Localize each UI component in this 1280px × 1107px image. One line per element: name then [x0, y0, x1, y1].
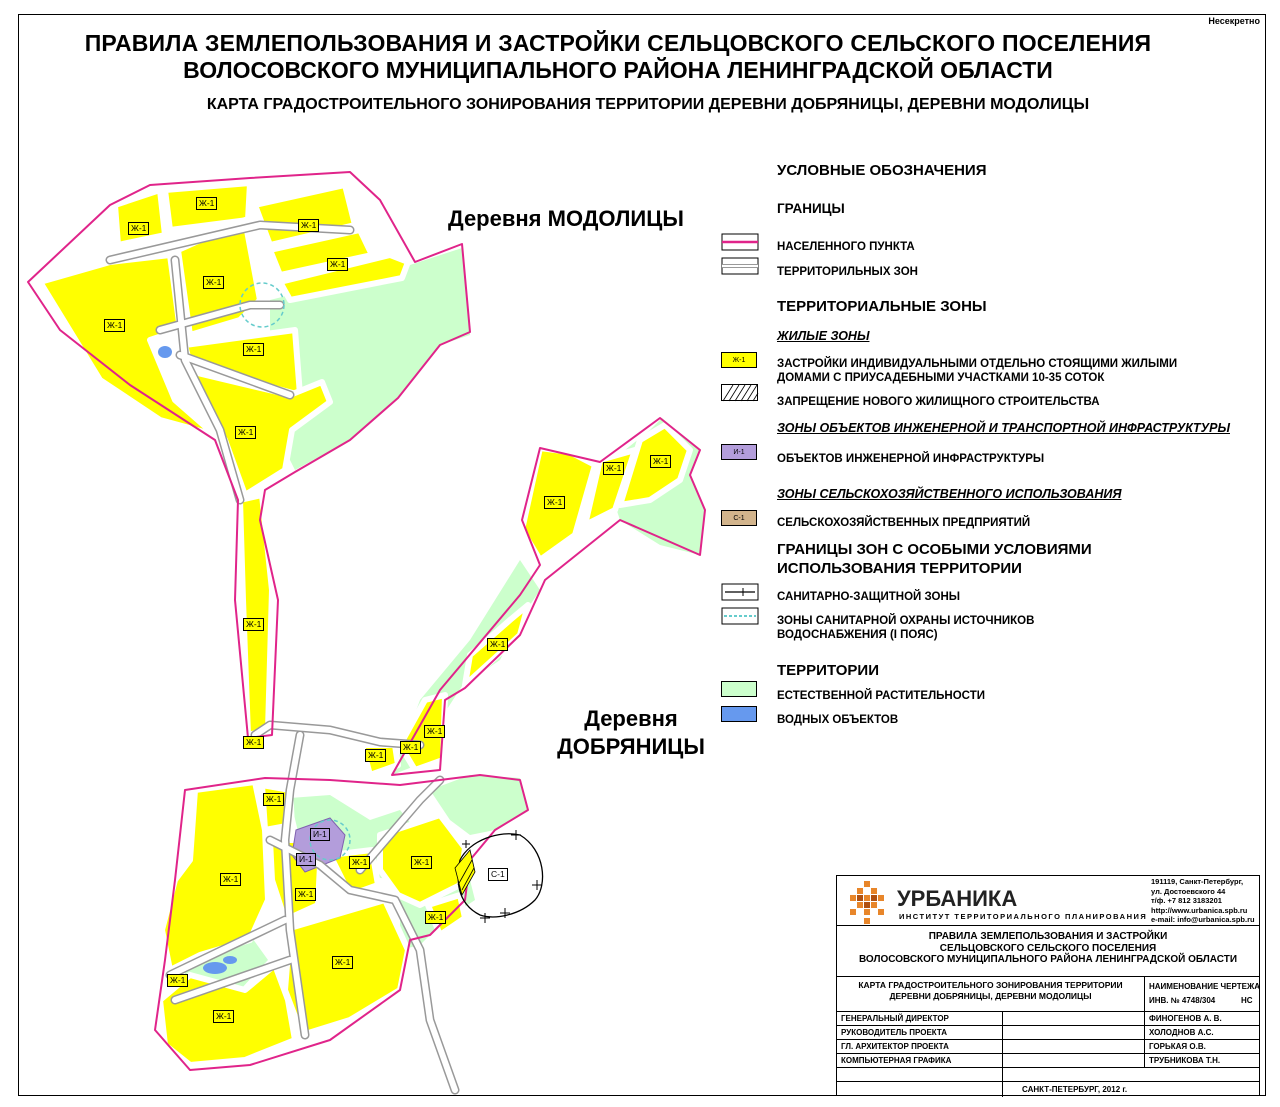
zone-label-zh1: Ж-1: [295, 888, 316, 901]
drawing-line: КАРТА ГРАДОСТРОИТЕЛЬНОГО ЗОНИРОВАНИЯ ТЕРРИТОРИИ: [858, 980, 1123, 990]
zone-label-zh1: Ж-1: [213, 1010, 234, 1023]
legend-water-swatch: [721, 706, 757, 722]
zone-label-zh1: Ж-1: [544, 496, 565, 509]
zone-label-zh1: Ж-1: [104, 319, 125, 332]
contact-line: e-mail: info@urbanica.spb.ru: [1151, 915, 1255, 924]
legend-infra-swatch: И-1: [721, 444, 757, 460]
legend-infra-title: ЗОНЫ ОБЪЕКТОВ ИНЖЕНЕРНОЙ И ТРАНСПОРТНОЙ ИНФРАСТРУКТУРЫ: [777, 421, 1230, 435]
zone-label-i1: И-1: [296, 853, 316, 866]
zone-label-zh1: Ж-1: [243, 343, 264, 356]
title-line-1: ПРАВИЛА ЗЕМЛЕПОЛЬЗОВАНИЯ И ЗАСТРОЙКИ СЕЛЬЦОВСКОГО СЕЛЬСКОГО ПОСЕЛЕНИЯ: [84, 30, 1152, 56]
zone-label-i1: И-1: [310, 828, 330, 841]
zone-label-zh1: Ж-1: [243, 736, 264, 749]
legend-borders-title: ГРАНИЦЫ: [777, 201, 845, 216]
legend-special-title-1: ГРАНИЦЫ ЗОН С ОСОБЫМИ УСЛОВИЯМИ: [777, 541, 1092, 558]
village-name-line: Деревня: [584, 706, 678, 731]
legend-water-text: ВОДНЫХ ОБЪЕКТОВ: [777, 714, 899, 726]
drawing-name: [837, 980, 1144, 1001]
legend-agro-swatch: С-1: [721, 510, 757, 526]
zone-label-zh1: Ж-1: [411, 856, 432, 869]
legend-agro-title: ЗОНЫ СЕЛЬСКОХОЗЯЙСТВЕННОГО ИСПОЛЬЗОВАНИЯ: [777, 487, 1122, 501]
legend-border-zones: ТЕРРИТОРИЛЬНЫХ ЗОН: [777, 266, 918, 278]
contact-line: 191119, Санкт-Петербург,: [1151, 877, 1244, 886]
map-subtitle: КАРТА ГРАДОСТРОИТЕЛЬНОГО ЗОНИРОВАНИЯ ТЕРРИТОРИИ ДЕРЕВНИ ДОБРЯНИЦЫ, ДЕРЕВНИ МОДОЛИЦЫ: [206, 96, 1090, 113]
role-label: РУКОВОДИТЕЛЬ ПРОЕКТА: [841, 1028, 948, 1037]
legend-infra-text: ОБЪЕКТОВ ИНЖЕНЕРНОЙ ИНФРАСТРУКТУРЫ: [777, 453, 1045, 465]
legend-border-swatches: [721, 233, 761, 277]
role-label: КОМПЬЮТЕРНАЯ ГРАФИКА: [841, 1056, 952, 1065]
legend-territories-title: ТЕРРИТОРИИ: [777, 662, 879, 679]
zone-label-zh1: Ж-1: [220, 873, 241, 886]
zone-label-s1: С-1: [488, 868, 508, 881]
role-label: ГЕНЕРАЛЬНЫЙ ДИРЕКТОР: [841, 1014, 949, 1023]
village-name-modolitsy: Деревня МОДОЛИЦЫ: [448, 206, 684, 231]
zone-label-zh1: Ж-1: [298, 219, 319, 232]
village-name-dobryanitsy: [546, 705, 716, 761]
zone-label-zh1: Ж-1: [167, 974, 188, 987]
zone-label-zh1: Ж-1: [349, 856, 370, 869]
zone-label-zh1: Ж-1: [425, 911, 446, 924]
legend-border-settlement: НАСЕЛЕННОГО ПУНКТА: [777, 241, 915, 253]
legend-zones-title: ТЕРРИТОРИАЛЬНЫЕ ЗОНЫ: [777, 298, 987, 315]
legend-ban-swatch: [721, 384, 759, 402]
zone-label-zh1: Ж-1: [365, 749, 386, 762]
zone-label-zh1: Ж-1: [400, 741, 421, 754]
zone-label-zh1: Ж-1: [487, 638, 508, 651]
legend-special-title-2: ИСПОЛЬЗОВАНИЯ ТЕРРИТОРИИ: [777, 560, 1022, 577]
legend-residential-text-2: ДОМАМИ С ПРИУСАДЕБНЫМИ УЧАСТКАМИ 10-35 СОТОК: [777, 372, 1105, 384]
zone-label-zh1: Ж-1: [263, 793, 284, 806]
secrecy-marking: Несекретно: [1208, 16, 1260, 26]
legend-residential-swatch: Ж-1: [721, 352, 757, 368]
company-contacts: [1151, 877, 1255, 925]
legend-agro-text: СЕЛЬСКОХОЗЯЙСТВЕННЫХ ПРЕДПРИЯТИЙ: [777, 517, 1031, 529]
zone-label-zh1: Ж-1: [128, 222, 149, 235]
legend-residential-text-1: ЗАСТРОЙКИ ИНДИВИДУАЛЬНЫМИ ОТДЕЛЬНО СТОЯЩИМИ ЖИЛЫМИ: [777, 358, 1178, 370]
person-name: ГОРЬКАЯ О.В.: [1149, 1042, 1206, 1051]
legend-sanitary-text: САНИТАРНО-ЗАЩИТНОЙ ЗОНЫ: [777, 591, 961, 603]
drawing-name-label: НАИМЕНОВАНИЕ ЧЕРТЕЖА: [1149, 982, 1260, 991]
secrecy-code: НС: [1241, 996, 1253, 1005]
title-block: [836, 875, 1260, 1096]
zone-label-zh1: Ж-1: [603, 462, 624, 475]
person-name: ФИНОГЕНОВ А. В.: [1149, 1014, 1222, 1023]
legend-water-protect-text-2: ВОДОСНАБЖЕНИЯ (I ПОЯС): [777, 629, 938, 641]
legend-ban-text: ЗАПРЕЩЕНИЕ НОВОГО ЖИЛИЩНОГО СТРОИТЕЛЬСТВА: [777, 396, 1100, 408]
person-name: ТРУБНИКОВА Т.Н.: [1149, 1056, 1221, 1065]
contact-line: т/ф. +7 812 3183201: [1151, 896, 1222, 905]
contact-line: http://www.urbanica.spb.ru: [1151, 905, 1248, 915]
village-name-line: ДОБРЯНИЦЫ: [557, 734, 705, 759]
company-subtitle: ИНСТИТУТ ТЕРРИТОРИАЛЬНОГО ПЛАНИРОВАНИЯ: [899, 912, 1148, 921]
zone-label-zh1: Ж-1: [332, 956, 353, 969]
contact-line: ул. Достоевского 44: [1151, 886, 1226, 896]
legend-vegetation-swatch: [721, 681, 757, 697]
drawing-line: ДЕРЕВНИ ДОБРЯНИЦЫ, ДЕРЕВНИ МОДОЛИЦЫ: [889, 990, 1092, 1001]
legend-water-protect-text-1: ЗОНЫ САНИТАРНОЙ ОХРАНЫ ИСТОЧНИКОВ: [777, 615, 1035, 627]
zone-label-zh1: Ж-1: [327, 258, 348, 271]
city-year: САНКТ-ПЕТЕРБУРГ, 2012 г.: [1022, 1085, 1128, 1094]
legend-title: УСЛОВНЫЕ ОБОЗНАЧЕНИЯ: [777, 162, 987, 179]
urbanica-logo-icon: [845, 880, 891, 926]
zone-label-zh1: Ж-1: [235, 426, 256, 439]
project-line: СЕЛЬЦОВСКОГО СЕЛЬСКОГО ПОСЕЛЕНИЯ: [939, 942, 1157, 954]
legend-special-swatches: [721, 583, 761, 627]
zone-label-zh1: Ж-1: [196, 197, 217, 210]
project-line: ПРАВИЛА ЗЕМЛЕПОЛЬЗОВАНИЯ И ЗАСТРОЙКИ: [928, 931, 1168, 942]
zone-label-zh1: Ж-1: [203, 276, 224, 289]
person-name: ХОЛОДНОВ А.С.: [1149, 1028, 1214, 1037]
zone-label-zh1: Ж-1: [243, 618, 264, 631]
zone-label-zh1: Ж-1: [650, 455, 671, 468]
legend-vegetation-text: ЕСТЕСТВЕННОЙ РАСТИТЕЛЬНОСТИ: [777, 690, 985, 702]
inventory-number: ИНВ. № 4748/304: [1149, 996, 1216, 1005]
role-label: ГЛ. АРХИТЕКТОР ПРОЕКТА: [841, 1042, 949, 1051]
company-name: УРБАНИКА: [897, 886, 1018, 911]
title-line-2: ВОЛОСОВСКОГО МУНИЦИПАЛЬНОГО РАЙОНА ЛЕНИНГРАДСКОЙ ОБЛАСТИ: [183, 57, 1053, 83]
legend-residential-title: ЖИЛЫЕ ЗОНЫ: [777, 329, 870, 343]
project-line: ВОЛОСОВСКОГО МУНИЦИПАЛЬНОГО РАЙОНА ЛЕНИНГРАДСКОЙ ОБЛАСТИ: [858, 954, 1238, 965]
project-name: [837, 931, 1259, 966]
zone-label-zh1: Ж-1: [424, 725, 445, 738]
